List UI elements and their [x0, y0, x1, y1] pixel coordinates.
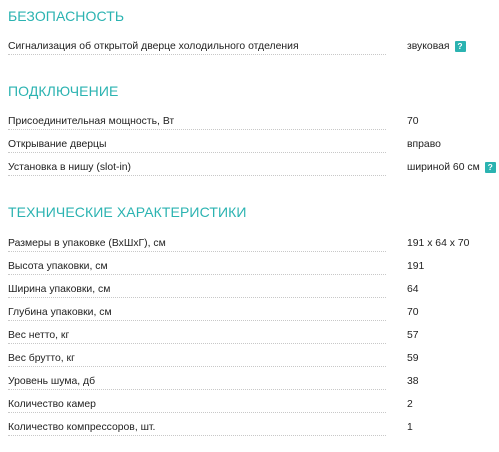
spec-label: Вес брутто, кг [8, 353, 75, 364]
spec-label: Уровень шума, дб [8, 376, 96, 387]
spec-row [8, 40, 496, 63]
spec-row [8, 283, 496, 306]
spec-value: 70 [407, 307, 419, 318]
spec-row [8, 352, 496, 375]
spec-row [8, 237, 496, 260]
spec-row [8, 306, 496, 329]
spec-value: вправо [407, 139, 441, 150]
dotted-leader [8, 389, 386, 390]
question-mark-icon[interactable]: ? [485, 162, 496, 173]
dotted-leader [8, 175, 386, 176]
spec-row [8, 329, 496, 352]
spec-row [8, 115, 496, 138]
spec-row [8, 260, 496, 283]
spec-value: 2 [407, 399, 413, 410]
dotted-leader [8, 152, 386, 153]
spec-label: Сигнализация об открытой дверце холодильного отделения [8, 41, 299, 52]
dotted-leader [8, 297, 386, 298]
spec-label: Количество камер [8, 399, 96, 410]
spec-row [8, 398, 496, 421]
spec-row [8, 421, 496, 444]
question-mark-icon[interactable]: ? [455, 41, 466, 52]
dotted-leader [8, 412, 386, 413]
spec-label: Глубина упаковки, см [8, 307, 112, 318]
spec-row [8, 161, 496, 184]
spec-value: 59 [407, 353, 419, 364]
dotted-leader [8, 54, 386, 55]
spec-row [8, 375, 496, 398]
dotted-leader [8, 320, 386, 321]
spec-label: Вес нетто, кг [8, 330, 70, 341]
spec-value: шириной 60 см ? [407, 161, 496, 175]
dotted-leader [8, 366, 386, 367]
spec-label: Ширина упаковки, см [8, 284, 111, 295]
spec-label: Количество компрессоров, шт. [8, 422, 156, 433]
spec-value: 64 [407, 284, 419, 295]
spec-label: Размеры в упаковке (ВхШхГ), см [8, 238, 166, 249]
dotted-leader [8, 129, 386, 130]
spec-value: звуковая ? [407, 40, 466, 54]
spec-value: 38 [407, 376, 419, 387]
spec-value: 191 x 64 x 70 [407, 238, 470, 249]
spec-label: Высота упаковки, см [8, 261, 108, 272]
spec-value: 57 [407, 330, 419, 341]
dotted-leader [8, 343, 386, 344]
section-title-safety: БЕЗОПАСНОСТЬ [8, 8, 125, 24]
spec-value: 1 [407, 422, 413, 433]
spec-value: 191 [407, 261, 425, 272]
spec-value: 70 [407, 116, 419, 127]
spec-label: Присоединительная мощность, Вт [8, 116, 175, 127]
section-title-connection: ПОДКЛЮЧЕНИЕ [8, 83, 119, 99]
spec-label: Установка в нишу (slot-in) [8, 162, 132, 173]
dotted-leader [8, 435, 386, 436]
dotted-leader [8, 251, 386, 252]
spec-label: Открывание дверцы [8, 139, 107, 150]
section-title-technical-specs: ТЕХНИЧЕСКИЕ ХАРАКТЕРИСТИКИ [8, 204, 247, 220]
spec-row [8, 138, 496, 161]
dotted-leader [8, 274, 386, 275]
